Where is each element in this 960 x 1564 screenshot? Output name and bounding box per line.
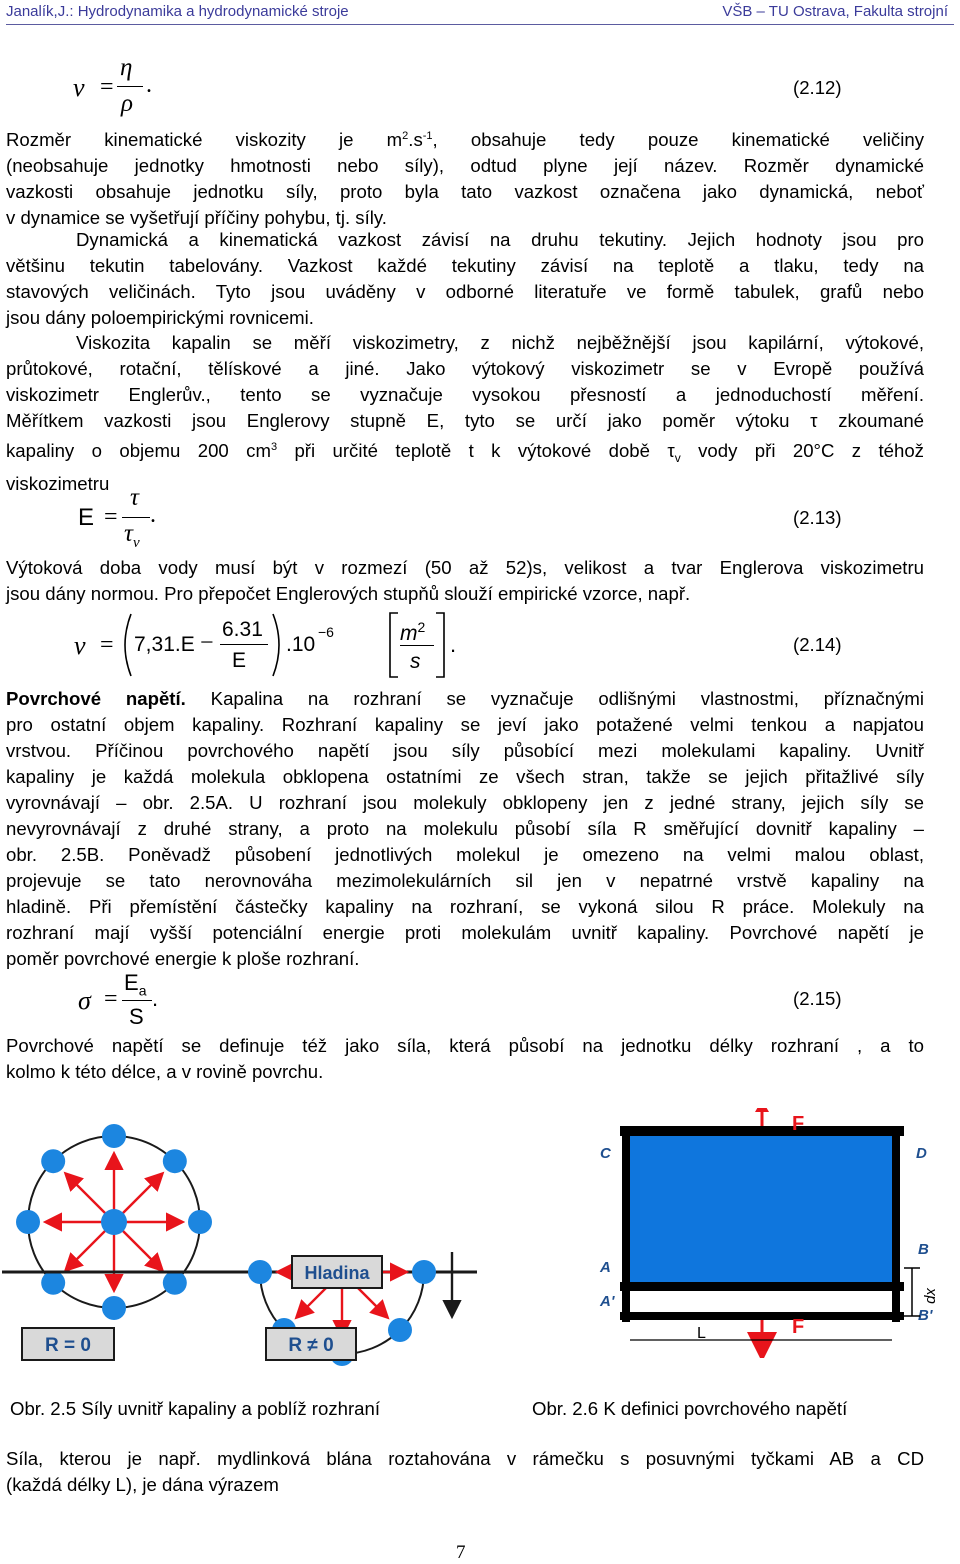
force-label-bottom: F <box>792 1316 805 1338</box>
figure-2-6 <box>592 1108 942 1358</box>
text-line: v dynamice se vyšetřují příčiny pohybu, tj. síly. <box>6 207 387 229</box>
eq-denominator: ρ <box>121 90 133 117</box>
equation-number: (2.12) <box>793 77 842 98</box>
equation-number: (2.15) <box>793 988 842 1009</box>
text-line: vody při 20°C z téhož <box>680 440 924 462</box>
header-left: Janalík,J.: Hydrodynamika a hydrodynamické stroje <box>6 3 349 20</box>
text-line: průtokové, rotační, tělískové a jiné. Jako výtokový viskozimetr se v Evropě používá <box>6 358 924 379</box>
neighbour-molecule <box>102 1124 126 1148</box>
paragraph-surface-tension-definition <box>6 1033 924 1085</box>
point-a-label: A <box>600 1259 611 1276</box>
center-molecule <box>101 1209 127 1235</box>
text-line: kolmo k této délce, a v rovině povrchu. <box>6 1061 324 1082</box>
neighbour-molecule <box>16 1210 40 1234</box>
right-bracket <box>434 610 448 680</box>
liquid-film <box>630 1134 892 1284</box>
eq-lhs: ν <box>73 73 85 102</box>
eq-numerator: $E_a$ <box>124 970 147 999</box>
paragraph-viscometers <box>6 330 924 497</box>
text-line: nevyrovnávají z druhé strany, a proto na molekulu působí síla R směřující dovnitř kapaliny – <box>6 818 924 839</box>
eq-denominator: S <box>129 1004 144 1029</box>
text-line: pro ostatní objem kapaliny. Rozhraní kapaliny se jeví jako potažené velmi tenkou a napjatou <box>6 714 924 735</box>
figure-2-6-caption: Obr. 2.6 K definici povrchového napětí <box>532 1398 848 1419</box>
point-d-label: D <box>916 1145 927 1162</box>
force-arrowhead <box>755 1108 769 1112</box>
molecule-cluster-interior <box>16 1124 212 1320</box>
eq-numerator: η <box>120 54 133 81</box>
superscript: 2 <box>402 130 409 142</box>
point-c-label: C <box>600 1145 611 1162</box>
neighbour-molecule <box>163 1149 187 1173</box>
neighbour-molecule <box>188 1210 212 1234</box>
text-line: obr. 2.5B. Poněvadž působení jednotlivých molekul je omezeno na velmi malou oblast, <box>6 844 924 865</box>
text-line: většinu tekutin tabelovány. Vazkost každé tekutiny závisí na teplotě a tlaku, tedy na <box>6 255 924 276</box>
text-line: jsou dány poloempirickými rovnicemi. <box>6 307 314 328</box>
neighbour-molecule <box>388 1318 412 1342</box>
text-line: při určité teplotě t k výtokové době τ <box>277 440 675 462</box>
left-bracket <box>386 610 400 680</box>
header-rule <box>6 24 954 25</box>
text-line: Dynamická a kinematická vazkost závisí na druhu tekutiny. Jejich hodnoty jsou pro <box>76 229 924 250</box>
unit-numerator: $m^2$ <box>400 619 426 645</box>
rod-ab-displaced <box>620 1312 904 1320</box>
text-line: hladině. Při přemístění částečky kapaliny na rozhraní, se vykoná silou R práce. Molekuly na <box>6 896 924 917</box>
text-line: Viskozita kapalin se měří viskozimetry, z nichž nejběžnější jsou kapilární, výtokové, <box>76 332 924 353</box>
neighbour-molecule <box>41 1149 65 1173</box>
eq-dot: . <box>146 72 152 98</box>
eq-sign: = <box>104 986 118 1012</box>
neighbour-molecule <box>41 1271 65 1295</box>
eq-denominator: E <box>232 649 247 672</box>
text-line: viskozimetr Englerův., tento se vyznačuje vysokou přesností a jednoduchostí měření. <box>6 384 924 405</box>
rod-ab <box>620 1282 904 1291</box>
unit-denominator: s <box>410 650 421 673</box>
text-line: Měřítkem vazkosti jsou Englerovy stupně E, tyto se určí jako poměr výtoku τ zkoumané <box>6 410 924 431</box>
text-line: .s <box>408 129 423 151</box>
length-label: L <box>697 1325 706 1342</box>
paragraph-engler <box>6 555 924 607</box>
eq-denominator: $\tau_v$ <box>124 520 140 551</box>
text-line: kapaliny je každá molekula obklopena ostatními ze všech stran, takže se jejich přitažlivé síly <box>6 766 924 787</box>
superscript: 3 <box>270 441 278 453</box>
eq-dot: . <box>150 502 156 528</box>
r0-label: R = 0 <box>45 1335 91 1356</box>
eq-dot: . <box>152 986 159 1011</box>
text-line: Rozměr kinematické viskozity je m <box>6 129 403 151</box>
eq-lhs: E <box>78 504 95 531</box>
hladina-label: Hladina <box>304 1263 370 1283</box>
neighbour-molecule <box>412 1260 436 1284</box>
fraction-line <box>122 517 150 518</box>
eq-tail: .10 <box>286 633 316 656</box>
superscript: -1 <box>422 130 433 142</box>
text-line: Výtoková doba vody musí být v rozmezí (50 až 52)s, velikost a tvar Englerova viskozimetru <box>6 557 924 578</box>
text-line: poměr povrchové energie k ploše rozhraní. <box>6 948 360 969</box>
eq-lhs: ν <box>74 631 86 660</box>
paragraph-kinematic-viscosity <box>6 123 924 231</box>
dx-label: dx <box>922 1288 939 1304</box>
text-line: jsou dány normou. Pro přepočet Englerových stupňů slouží empirické vzorce, např. <box>6 583 691 604</box>
eq-numerator: 6.31 <box>222 618 263 641</box>
fraction-line <box>117 86 143 87</box>
text-line: Kapalina na rozhraní se vyznačuje odlišnými vlastnostmi, příznačnými <box>185 688 924 709</box>
text-line: viskozimetru <box>6 472 110 494</box>
text-line: vyrovnávají – obr. 2.5A. U rozhraní jsou molekuly obklopeny jen z jedné strany, jejich síly se <box>6 792 924 813</box>
fraction-line <box>122 1000 152 1001</box>
section-heading: Povrchové napětí. <box>6 688 186 709</box>
text-line: kapaliny o objemu 200 cm <box>6 440 271 462</box>
eq-sign: = <box>100 632 114 658</box>
point-b-label: B <box>918 1241 929 1258</box>
subscript: v <box>674 450 681 465</box>
text-line: vrstvou. Příčinou povrchového napětí jsou síly působící mezi molekulami kapaliny. Uvnitř <box>6 740 924 761</box>
text-line: Síla, kterou je např. mydlinková blána roztahována v rámečku s posuvnými tyčkami AB a CD <box>6 1448 924 1469</box>
frame-left-rail <box>622 1126 630 1322</box>
eq-exponent: −6 <box>318 624 334 640</box>
right-paren <box>268 610 288 680</box>
eq-term: 7,31.E <box>134 633 195 656</box>
eq-lhs: σ <box>78 986 91 1015</box>
neighbour-molecule <box>102 1296 126 1320</box>
equation-number: (2.13) <box>793 507 842 528</box>
force-label-top: F <box>792 1113 805 1135</box>
paragraph-viscosity-dependence <box>6 227 924 331</box>
eq-numerator: τ <box>130 484 139 511</box>
text-line: rozhraní mají vyšší potenciální energie proti molekulám uvnitř kapaliny. Povrchové napětí je <box>6 922 924 943</box>
figure-2-5 <box>2 1104 477 1382</box>
eq-minus: − <box>200 630 214 656</box>
text-line: (každá délky L), je dána výrazem <box>6 1474 279 1495</box>
left-paren <box>116 610 136 680</box>
rod-cd <box>620 1126 904 1136</box>
text-line: projevuje se tato nerovnováha mezimolekulárních sil jen v nepatrné vrstvě kapaliny na <box>6 870 924 891</box>
figure-2-5-caption: Obr. 2.5 Síly uvnitř kapaliny a poblíž rozhraní <box>10 1398 380 1419</box>
fraction-line <box>400 645 434 646</box>
point-b2-label: B' <box>918 1307 933 1324</box>
neighbour-molecule <box>163 1271 187 1295</box>
page-number: 7 <box>456 1542 466 1563</box>
header-right: VŠB – TU Ostrava, Fakulta strojní <box>722 3 948 20</box>
rn0-label: R ≠ 0 <box>288 1335 334 1356</box>
fraction-line <box>220 644 268 645</box>
point-a2-label: A' <box>600 1293 615 1310</box>
eq-dot: . <box>450 632 457 657</box>
paragraph-surface-tension <box>6 686 924 972</box>
eq-sign: = <box>104 504 118 530</box>
text-line: (neobsahuje jednotky hmotnosti nebo síly), odtud plyne její název. Rozměr dynamické <box>6 155 924 177</box>
paragraph-soap-film <box>6 1446 924 1498</box>
text-line: , obsahuje tedy pouze kinematické veličiny <box>432 129 924 151</box>
neighbour-molecule <box>248 1260 272 1284</box>
text-line: vazkosti obsahuje jednotku síly, proto byla tato vazkost označena jako dynamická, neboť <box>6 181 924 203</box>
frame-right-rail <box>892 1126 900 1322</box>
text-line: stavových veličinách. Tyto jsou uváděny v odborné literatuře ve formě tabulek, grafů nebo <box>6 281 924 302</box>
eq-sign: = <box>100 74 114 100</box>
equation-number: (2.14) <box>793 634 842 655</box>
text-line: Povrchové napětí se definuje též jako síla, která působí na jednotku délky rozhraní , a to <box>6 1035 924 1056</box>
